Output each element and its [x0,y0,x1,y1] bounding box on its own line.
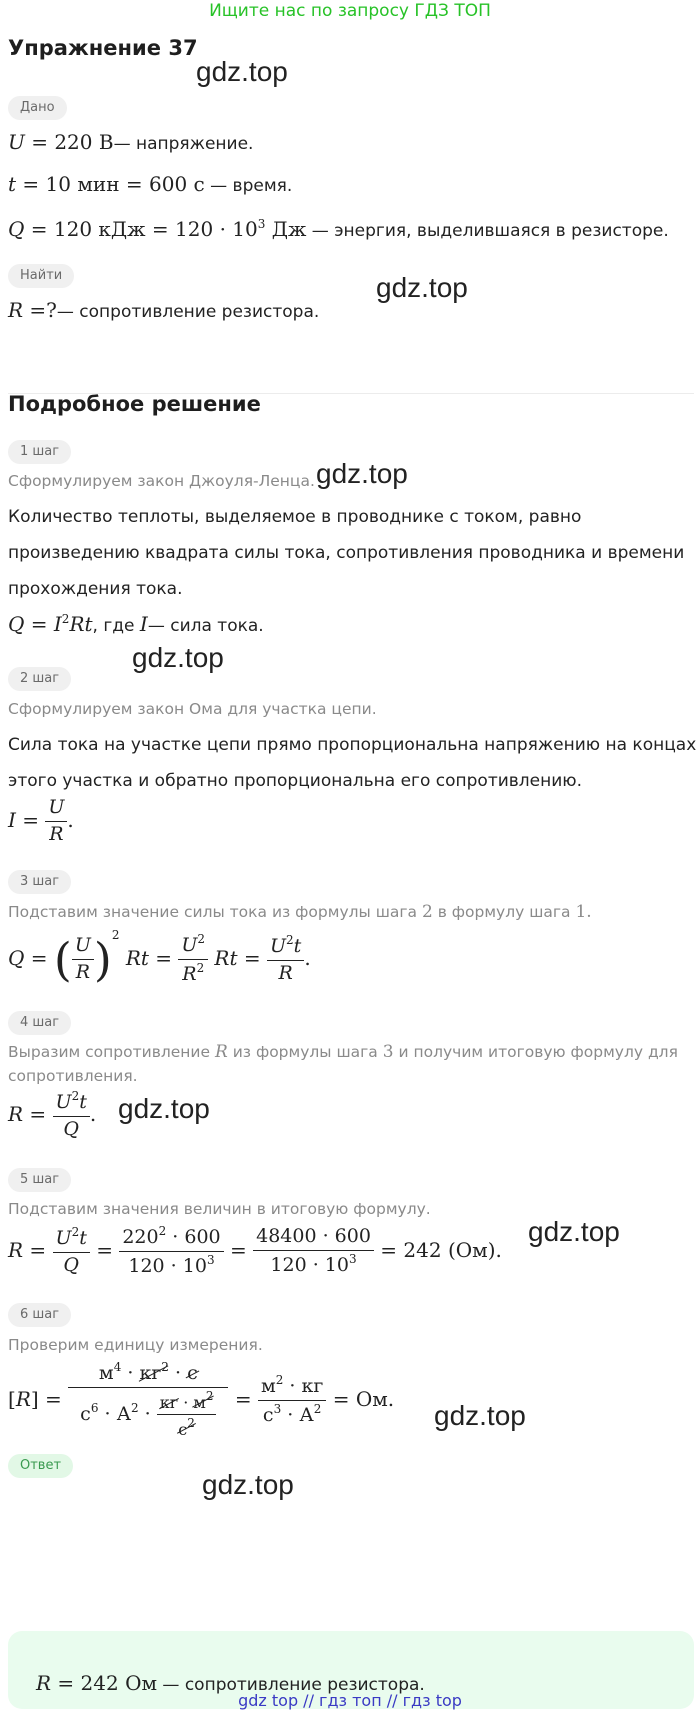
step-5-formula: R = $\frac{U^2t}{Q}$ = $\frac{220^2 \cdot 600}{120 \cdot 10^3}$ = $\frac{48400 \cdot 600}{120 \cdot 10^3}$ = 242 (Ом). [8,1224,502,1277]
step-3-formula: Q = ( $\frac{U}{R}$ )$^2$ Rt = $\frac{U^2}{R^2}$ Rt = $\frac{U^2t}{R}$ . [8,928,311,987]
given-label: Дано [8,96,67,120]
step-3-hint: Подставим значение силы тока из формулы шага 2 в формулу шага 1. [8,902,592,922]
find-label: Найти [8,264,74,288]
step-2-text: Сила тока на участке цепи прямо пропорциональна напряжению на концах этого участка и обратно пропорциональна его сопротивлению. [8,735,697,791]
formula-r: R =? [8,298,57,322]
watermark: gdz.top [376,272,468,303]
step-2-formula: I = $\frac{U}{R}$ . [8,796,74,845]
step-6-formula: [R] = $м^4 \cdot кг^2 \cdot с$ $с^6 \cdot А^2$ · $\frac{кг \cdot м^2}{с^2}$ = $\frac{м^2 \cdot кг}{с^3 \cdot А^2}$ = Ом. [8,1360,395,1440]
solution-title: Подробное решение [8,392,261,416]
step-4-formula: R = $\frac{U^2t}{Q}$ . [8,1089,97,1140]
watermark: gdz.top [118,1093,210,1124]
step-5-hint: Подставим значения величин в итоговую формулу. [8,1200,431,1218]
answer-text: R = 242 Ом — сопротивление резистора. [36,1671,425,1695]
formula-u: U = 220 В [8,130,114,154]
formula-q: Q = 120 кДж = $120 \cdot 10^3$ Дж [8,217,307,241]
given-time: t = 10 мин = 600 с — время. [8,172,293,196]
step-1-label: 1 шаг [8,440,71,464]
step-4-hint: Выразим сопротивление R из формулы шага 3 и получим итоговую формулу для сопротивления. [8,1042,678,1085]
find-resistance: R =?— сопротивление резистора. [8,298,320,322]
step-3-label: 3 шаг [8,870,71,894]
exercise-title: Упражнение 37 [8,36,198,60]
step-1-text: Количество теплоты, выделяемое в проводнике с током, равно произведению квадрата силы тока, сопротивления проводника и времени прохождения тока. [8,507,685,599]
watermark: gdz.top [316,458,408,489]
answer-label: Ответ [8,1454,73,1478]
step-6-hint: Проверим единицу измерения. [8,1336,263,1354]
watermark: gdz.top [202,1469,294,1500]
given-energy: Q = 120 кДж = $120 \cdot 10^3$ Дж — энергия, выделившаяся в резисторе. [8,217,669,241]
footer-links[interactable]: gdz top // гдз топ // гдз top [238,1691,462,1710]
given-voltage: U = 220 В— напряжение. [8,130,254,154]
watermark: gdz.top [196,56,288,87]
step-1-hint: Сформулируем закон Джоуля-Ленца. [8,472,315,490]
watermark: gdz.top [132,642,224,673]
step-2-hint: Сформулируем закон Ома для участка цепи. [8,700,377,718]
step-5-label: 5 шаг [8,1168,71,1192]
watermark: gdz.top [528,1216,620,1247]
step-4-label: 4 шаг [8,1011,71,1035]
step-1-formula: $Q = I^2Rt$, где I— сила тока. [8,612,264,636]
step-6-label: 6 шаг [8,1303,71,1327]
watermark: gdz.top [434,1400,526,1431]
formula-t: t = 10 мин = 600 с [8,172,205,196]
promo-banner: Ищите нас по запросу ГДЗ ТОП [209,1,491,21]
step-2-label: 2 шаг [8,667,71,691]
formula-joule: $Q = I^2Rt$ [8,612,93,636]
